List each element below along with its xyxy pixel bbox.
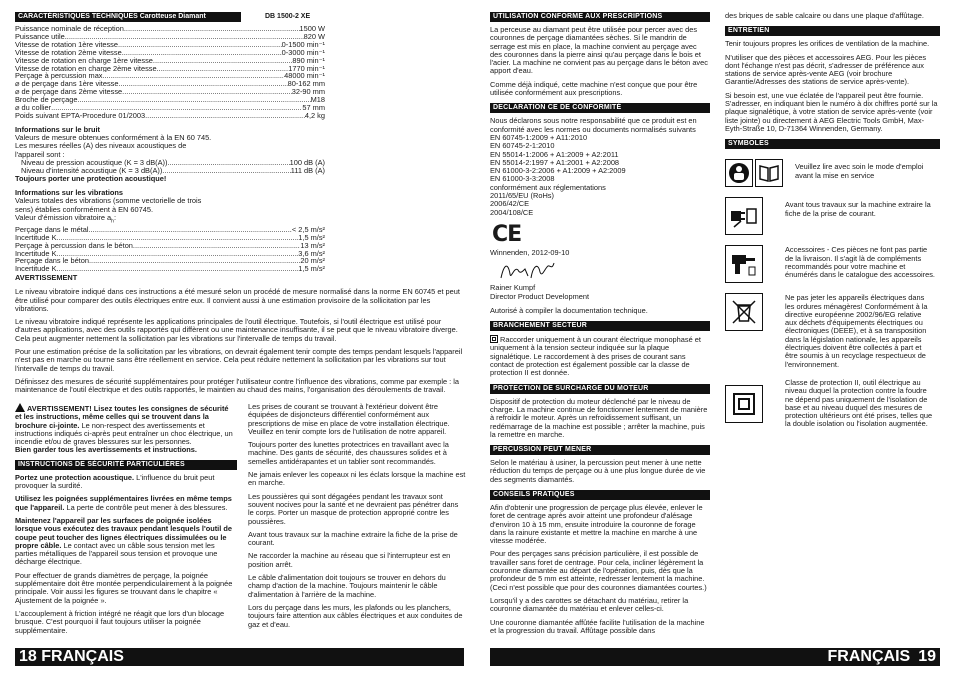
ce-standard-line: conformément aux réglementations (490, 182, 606, 192)
safety-header: INSTRUCTIONS DE SÉCURITÉ PARTICULIÈRES (15, 460, 237, 470)
noise-warning: Toujours porter une protection acoustique! (15, 173, 167, 183)
vibration-row (15, 257, 325, 265)
avertissement-block (15, 274, 463, 400)
spec-row (15, 57, 325, 65)
safety-p3-text: Le contact avec un câble sous tension met les parties métalliques de l'appareil sous tension et provoque une décharge électrique. (15, 540, 218, 567)
dot-leader (118, 80, 287, 88)
symbol-weee (725, 293, 940, 369)
safety-p5: L'accouplement à friction intégré ne réagit que lors d'un blocage brusque. C'est pourquoi il faut toujours utiliser la poignée supplémentaire. (15, 608, 225, 635)
entretien-header: ENTRETIEN (725, 26, 940, 36)
entretien-p2: N'utiliser que des pièces et accessoires AEG. Pour les pièces dont l'échange n'est pas décrit, s'adresser de préférence aux stations de service après-vente AEG (voir brochure Garantie/Adresses des stations de service après-vente). (725, 52, 927, 87)
ce-standards-list (490, 134, 710, 217)
spec-row-value: 0-3000 min⁻¹ (281, 48, 325, 57)
right-column-1 (490, 12, 710, 640)
left-footer: 18 FRANÇAIS (15, 648, 464, 666)
vibration-row-value: 1,5 m/s² (298, 265, 325, 274)
ce-standard-line: 2004/108/CE (490, 207, 534, 217)
spec-row-value: 1770 min⁻¹ (288, 64, 325, 73)
safety-p2-text: La perte de contrôle peut mener à des blessures. (64, 502, 228, 512)
vibration-list (15, 226, 325, 273)
ce-standard-line: 2011/65/EU (RoHs) (490, 191, 554, 201)
ce-standard-line: EN 60745-2-1:2010 (490, 141, 555, 151)
spec-row (15, 25, 325, 33)
avertissement-title: AVERTISSEMENT (15, 273, 78, 282)
spec-row-value: 820 W (303, 32, 325, 41)
right-footer-number: 19 (918, 648, 936, 665)
vibration-row (15, 234, 325, 242)
conseils-header: CONSEILS PRATIQUES (490, 490, 710, 500)
dot-leader (57, 265, 299, 273)
ce-name: Rainer Kumpf (490, 283, 536, 293)
general-warning-text: Le non-respect des avertissements et instructions indiqués ci-après peut entraîner un choc électrique, un incendie et/ou de graves blessures sur les personnes. (15, 420, 233, 447)
symbol-accessories (725, 245, 940, 283)
percussion-header: PERCUSSION PEUT MENER (490, 445, 710, 455)
branch-header: BRANCHEMENT SECTEUR (490, 321, 710, 331)
vibration-row-label: Perçage dans le béton (15, 257, 89, 266)
symboles-header: SYMBOLES (725, 139, 940, 149)
spec-row-label: Vitesse de rotation 1ère vitesse (15, 40, 118, 49)
left-column-1 (15, 12, 325, 273)
avertissement-p1: Le niveau vibratoire indiqué dans ces instructions a été mesuré selon un procédé de mesure normalisé dans la norme EN 60745 et peut être utilisé pour comparer des outils électriques entre eux. Il convient aussi à une estimation provisoire de la sollicitation par les vibrations. (15, 287, 460, 313)
right-footer-word: FRANÇAIS (827, 648, 911, 665)
spec-row-value: M18 (310, 96, 325, 105)
conseils-p4: Une couronne diamantée affûtée facilite l'utilisation de la machine et la progression du travail. Affûtage possible dans (490, 617, 705, 635)
protection-header: PROTECTION DE SURCHARGE DU MOTEUR (490, 384, 710, 394)
r-p4: Les poussières qui sont dégagées pendant les travaux sont souvent nocives pour la santé et ne devraient pas pénétrer dans le corps. Porter un masque de protection approprié contre les poussières. (248, 491, 459, 526)
noise-row-label: Niveau de pression acoustique (K = 3 dB(A)) (21, 159, 168, 167)
spec-row-label: Puissance nominale de réception (15, 25, 124, 33)
general-warning-keep: Bien garder tous les avertissements et instructions. (15, 445, 197, 455)
ce-mark-text: CE (492, 221, 522, 247)
unplug-icon (725, 197, 763, 235)
r-p2: Toujours porter des lunettes protectrices en travaillant avec la machine. Des gants de sécurité, des chaussures solides et à semelles antidérapantes et un tablier sont recommandés. (248, 440, 449, 466)
vibration-row-value: 13 m/s² (300, 241, 325, 250)
safety-person-icon (725, 159, 753, 187)
avertissement-p4: Définissez des mesures de sécurité supplémentaires pour protéger l'utilisateur contre l'influence des vibrations, comme par exemple : la maintenance de l'outil électrique et des outils rapportés, le maintien au chaud des mains, l'organisation des déroulements de travail. (15, 376, 460, 395)
symbol-unplug (725, 197, 940, 235)
vibration-row-label: Incertitude K (15, 265, 57, 274)
general-warning (15, 403, 237, 455)
use-header: UTILISATION CONFORME AUX PRESCRIPTIONS (490, 12, 710, 22)
vibration-row (15, 242, 325, 250)
vibration-row-value: < 2,5 m/s² (291, 225, 325, 234)
vibration-row (15, 250, 325, 258)
spec-list (15, 25, 325, 120)
spec-row-value: 48000 min⁻¹ (284, 72, 325, 81)
spec-row-label: ⌀ de perçage dans 2ème vitesse (15, 88, 123, 97)
spec-row (15, 72, 325, 80)
dot-leader (57, 234, 299, 242)
symbol-accessories-text: Accessoires - Ces pièces ne font pas partie de la livraison. Il s'agit là de compléments recommandés pour votre machine et énumérés dans le catalogue des accessoires. (785, 245, 935, 280)
r-p8: Lors du perçage dans les murs, les plafonds ou les planchers, toujours faire attention aux câbles électriques et aux conduites de gaz et d'eau. (248, 602, 463, 629)
ce-place: Winnenden, 2012-09-10 (490, 247, 570, 257)
branch-text: Raccorder uniquement à un courant électrique monophasé et uniquement à la tension secteur indiquée sur la plaque signalétique. Le raccordement à des prises de courant sans contact de protection est également possible car la classe de protection II est donnée. (490, 335, 701, 378)
use-p1: La perceuse au diamant peut être utilisée pour percer avec des couronnes de perçage diamantées sèches. Si le mandrin de serrage est mis en place, la machine convient au perçage avec des couronnes dans la pierre ainsi qu'au perçage dans le bois et l'acier. La machine ne convient pas au perçage dans le béton avec apport d'eau. (490, 25, 708, 76)
dot-leader (145, 112, 305, 120)
avertissement-p3: Pour une estimation précise de la sollicitation par les vibrations, on devrait également tenir compte des temps pendant lesquels l'appareil n'est pas en marche ou tourne sans être réellement en service. Cela peut réduire nettement la sollicitation par les vibrations sur tout l'intervalle de temps du travail. (15, 347, 463, 373)
right-column-2 (725, 12, 940, 439)
ce-standard-line: 2006/42/CE (490, 199, 530, 209)
spec-row-label: Vitesse de rotation en charge 2ème vitesse (15, 64, 157, 73)
dot-leader (122, 88, 292, 96)
spec-row-label: ⌀ du collier (15, 104, 52, 112)
ce-standard-line: EN 55014-1:2006 + A1:2009 + A2:2011 (490, 149, 619, 159)
symbol-read-manual (725, 159, 940, 187)
branch-p (490, 335, 710, 377)
noise-list (15, 159, 325, 175)
vibration-row-label: Incertitude K (15, 249, 57, 258)
r-p1: Les prises de courant se trouvant à l'extérieur doivent être équipées de disjoncteurs différentiel conformément aux prescriptions de mise en place de votre installation électrique. Veuillez en tenir compte lors de l'utilisation de notre appareil. (248, 402, 450, 436)
left-column-right (248, 403, 466, 634)
spec-row-label: Poids suivant EPTA-Procedure 01/2003 (15, 111, 146, 120)
conseils-p2: Pour des perçages sans précision particulière, il est possible de travailler sans foret de centrage. Pour cela, incliner légèrement la couronne diamantée au départ de l'opération, puis, dès que la profondeur de 5 mm est atteinte, redresser lentement la machine. (Ceci n'est possible que pour des couronnes diamantées courtes.) (490, 549, 707, 592)
dot-leader (122, 49, 282, 57)
entretien-p1: Tenir toujours propres les orifices de ventilation de la machine. (725, 39, 930, 49)
spec-row-label: Perçage à percussion max. (15, 72, 105, 81)
noise-title: Informations sur le bruit (15, 124, 100, 134)
safety-p1-bold: Portez une protection acoustique. (15, 472, 135, 482)
vibration-row-label: Perçage à percussion dans le béton (15, 241, 133, 250)
tech-header: CARACTÉRISTIQUES TECHNIQUES Carotteuse Diamant (15, 12, 241, 22)
percussion-p: Selon le matériau à usiner, la percussion peut mener à une nette réduction du temps de perçage ou à une plus longue durée de vie des segments diamantés. (490, 458, 706, 484)
spec-row-value: 32-90 mm (291, 88, 325, 97)
safety-p1 (15, 474, 237, 491)
spec-row-value: 80-162 mm (287, 80, 325, 89)
vibration-intro: Valeurs totales des vibrations (somme vectorielle de trois sens) établies conformément à EN 60745. (15, 196, 202, 214)
noise-row-label: Niveau d'intensité acoustique (K = 3 dB(A)) (21, 166, 163, 175)
dot-leader (157, 65, 289, 73)
spec-row (15, 33, 325, 41)
safety-p3 (15, 517, 237, 567)
signature-image (498, 260, 558, 282)
symbol-read-manual-text: Veuillez lire avec soin le mode d'emploi avant la mise en service (795, 162, 924, 180)
spec-row-label: Broche de perçage (15, 96, 78, 105)
dot-leader (57, 250, 299, 258)
read-manual-icon (725, 159, 783, 187)
ce-standard-line: EN 61000-3-2:2006 + A1:2009 + A2:2009 (490, 166, 626, 176)
spec-row (15, 80, 325, 88)
entretien-p3: Si besoin est, une vue éclatée de l'appareil peut être fournie. S'adresser, en indiquant bien le numéro à dix chiffres porté sur la plaque signalétique, à votre station de service après-vente (voir liste jointe) ou directement à AEG Electric Tools GmbH, Max-Eyth-Straße 10, D-71364 Winnenden, Germany. (725, 90, 938, 133)
vibration-title: Informations sur les vibrations (15, 188, 124, 198)
crossed-bin-icon (725, 293, 763, 331)
ce-standard-line: EN 61000-3-3:2008 (490, 174, 555, 184)
dot-leader (133, 242, 300, 250)
vibration-row-label: Incertitude K (15, 233, 57, 242)
class-ii-icon (725, 385, 763, 423)
use-p2: Comme déjà indiqué, cette machine n'est conçue que pour être utilisée conformément aux prescriptions. (490, 79, 698, 98)
dot-leader (153, 57, 292, 65)
spec-row-label: Puissance utile (15, 32, 65, 41)
symbol-weee-text: Ne pas jeter les appareils électriques dans les ordures ménagères! Conformément à la directive européenne 2002/96/EG relative aux déchets d'équipements électriques ou électroniques (DEEE), et à sa transposition dans la législation nationale, les appareils électriques doivent être collectés à part et être soumis à un recyclage respectueux de l'environnement. (785, 293, 928, 369)
spec-row-value: 0-1500 min⁻¹ (281, 40, 325, 49)
safety-p3-bold: Maintenez l'appareil par les surfaces de poignée isolées lorsque vous exécutez des travaux pendant lesquels l'outil de coupe peut toucher des lignes électriques dissimulées ou le propre câble. (15, 515, 232, 550)
spec-row (15, 96, 325, 104)
ce-role: Director Product Development (490, 291, 589, 301)
r-p3: Ne jamais enlever les copeaux ni les éclats lorsque la machine est en marche. (248, 470, 466, 488)
noise-row-value: 111 dB (A) (290, 166, 325, 175)
safety-p2-bold: Utilisez les poignées supplémentaires livrées en même temps que l'appareil. (15, 494, 232, 512)
dot-leader (77, 96, 310, 104)
ce-header: DECLARATION CE DE CONFORMITÉ (490, 103, 710, 113)
book-icon (755, 159, 783, 187)
spec-row (15, 65, 325, 73)
ce-standard-line: EN 55014-2:1997 + A1:2001 + A2:2008 (490, 157, 620, 167)
model-label: DB 1500-2 XE (265, 12, 311, 20)
safety-p1-text: L'influence du bruit peut provoquer la surdité. (15, 472, 215, 491)
protection-p: Dispositif de protection du moteur déclenché par le niveau de charge. La machine continue de fonctionner lentement de manière à refroidir le moteur. Après un refroidissement suffisant, un redémarrage de la machine est possible ; arrêter la machine, puis la remettre en marche. (490, 396, 708, 439)
left-column-safety (15, 403, 237, 640)
safety-p2 (15, 495, 237, 512)
r-p6: Ne raccorder la machine au réseau que si l'interrupteur est en position arrêt. (248, 551, 451, 569)
spec-row (15, 41, 325, 49)
ce-standard-line: EN 60745-1:2009 + A11:2010 (490, 132, 588, 142)
noise-intro-2: Les mesures réelles (A) des niveaux acoustiques de l'appareil sont : (15, 141, 187, 159)
r-p5: Avant tous travaux sur la machine extraire la fiche de la prise de courant. (248, 529, 458, 548)
spec-row (15, 104, 325, 112)
spec-row-label: Vitesse de rotation en charge 1ère vitesse (15, 56, 153, 65)
conseils-p3: Lorsqu'il y a des carottes se détachant du matériau, retirer la couronne diamantée du matériau et enlever celles-ci. (490, 595, 689, 614)
spec-row-label: Vitesse de rotation 2ème vitesse (15, 48, 122, 57)
class-ii-small-icon (490, 335, 498, 343)
spec-row-value: 57 mm (302, 104, 325, 112)
conseils-p1: Afin d'obtenir une progression de perçage plus élevée, enlever le foret de centrage après avoir atteint une profondeur d'alésage d'environ 10 à 15 mm, ensuite introduire la couronne de forage dans la rainure existante et mettre la machine en marche à une vitesse modérée. (490, 502, 703, 546)
spec-row-value: 1500 W (299, 25, 325, 33)
dot-leader (89, 257, 300, 265)
dot-leader (89, 226, 292, 234)
dot-leader (51, 104, 302, 112)
continued-p: des briques de sable calcaire ou dans une plaque d'affûtage. (725, 11, 924, 20)
vibration-intro-2: Valeur d'émission vibratoire $a_h$: (15, 213, 117, 225)
noise-row-value: 100 dB (A) (289, 159, 325, 167)
vibration-row-value: 1,5 m/s² (298, 233, 325, 242)
vibration-row-label: Perçage dans le métal (15, 225, 89, 234)
dot-leader (118, 41, 282, 49)
spec-row-value: 4,2 kg (304, 111, 325, 120)
spec-row (15, 49, 325, 57)
spec-row (15, 88, 325, 96)
vibration-row-value: 3,6 m/s² (298, 249, 325, 258)
vibration-row-value: 20 m/s² (300, 257, 325, 266)
spec-row-value: 890 min⁻¹ (292, 56, 325, 65)
safety-p4: Pour effectuer de grands diamètres de perçage, la poignée supplémentaire doit être montée perpendiculairement à la poignée principale. Voir aussi les figures se trouvant dans le chapitre « Ajustement de la poignée ». (15, 570, 233, 605)
symbol-class-ii-text: Classe de protection II, outil électrique au niveau duquel la protection contre la foudre ne dépend pas uniquement de l'isolation de base et au niveau duquel des mesures de protection ultérieurs ont été prises, telles que la double isolation ou l'isolation augmentée. (785, 377, 933, 429)
general-warning-bold: AVERTISSEMENT! Lisez toutes les consignes de sécurité et les instructions, même celles qui se trouvent dans la brochure ci-jointe. (15, 404, 229, 430)
ce-p1: Nous déclarons sous notre responsabilité que ce produit est en conformité avec les normes ou documents normalisés suivants (490, 116, 697, 134)
dot-leader (65, 33, 304, 41)
ce-mark-icon (492, 221, 710, 247)
vibration-row (15, 226, 325, 234)
right-footer (490, 648, 940, 666)
dot-leader (105, 72, 285, 80)
r-p7: Le câble d'alimentation doit toujours se trouver en dehors du champ d'action de la machine. Toujours maintenir le câble d'alimentation à l'arrière de la machine. (248, 573, 446, 599)
symbol-class-ii (725, 379, 940, 429)
noise-intro: Valeurs de mesure obtenues conformément à la EN 60 745. (15, 133, 212, 143)
avertissement-p2: Le niveau vibratoire indiqué représente les applications principales de l'outil électrique. Toutefois, si l'outil électrique est utilisé pour d'autres applications, avec des outils rapportés qui diffèrent ou une maintenance insuffisante, il se peut que le niveau vibratoire diverge. Cela peut augmenter nettement la sollicitation par les vibrations sur l'intervalle de temps du travail. (15, 317, 458, 343)
ce-auth: Autorisé à compiler la documentation technique. (490, 305, 648, 315)
noise-row (21, 159, 325, 167)
warning-triangle-icon (15, 403, 25, 412)
tech-header-row (15, 12, 325, 22)
spec-row (15, 112, 325, 120)
accessory-icon (725, 245, 763, 283)
vibration-intro-text: Valeur d'émission vibratoire a (15, 213, 112, 223)
dot-leader (162, 167, 290, 175)
dot-leader (167, 159, 289, 167)
spec-row-label: ⌀ de perçage dans 1ère vitesse (15, 80, 119, 89)
symbol-unplug-text: Avant tous travaux sur la machine extraire la fiche de la prise de courant. (785, 200, 931, 218)
dot-leader (124, 25, 300, 33)
